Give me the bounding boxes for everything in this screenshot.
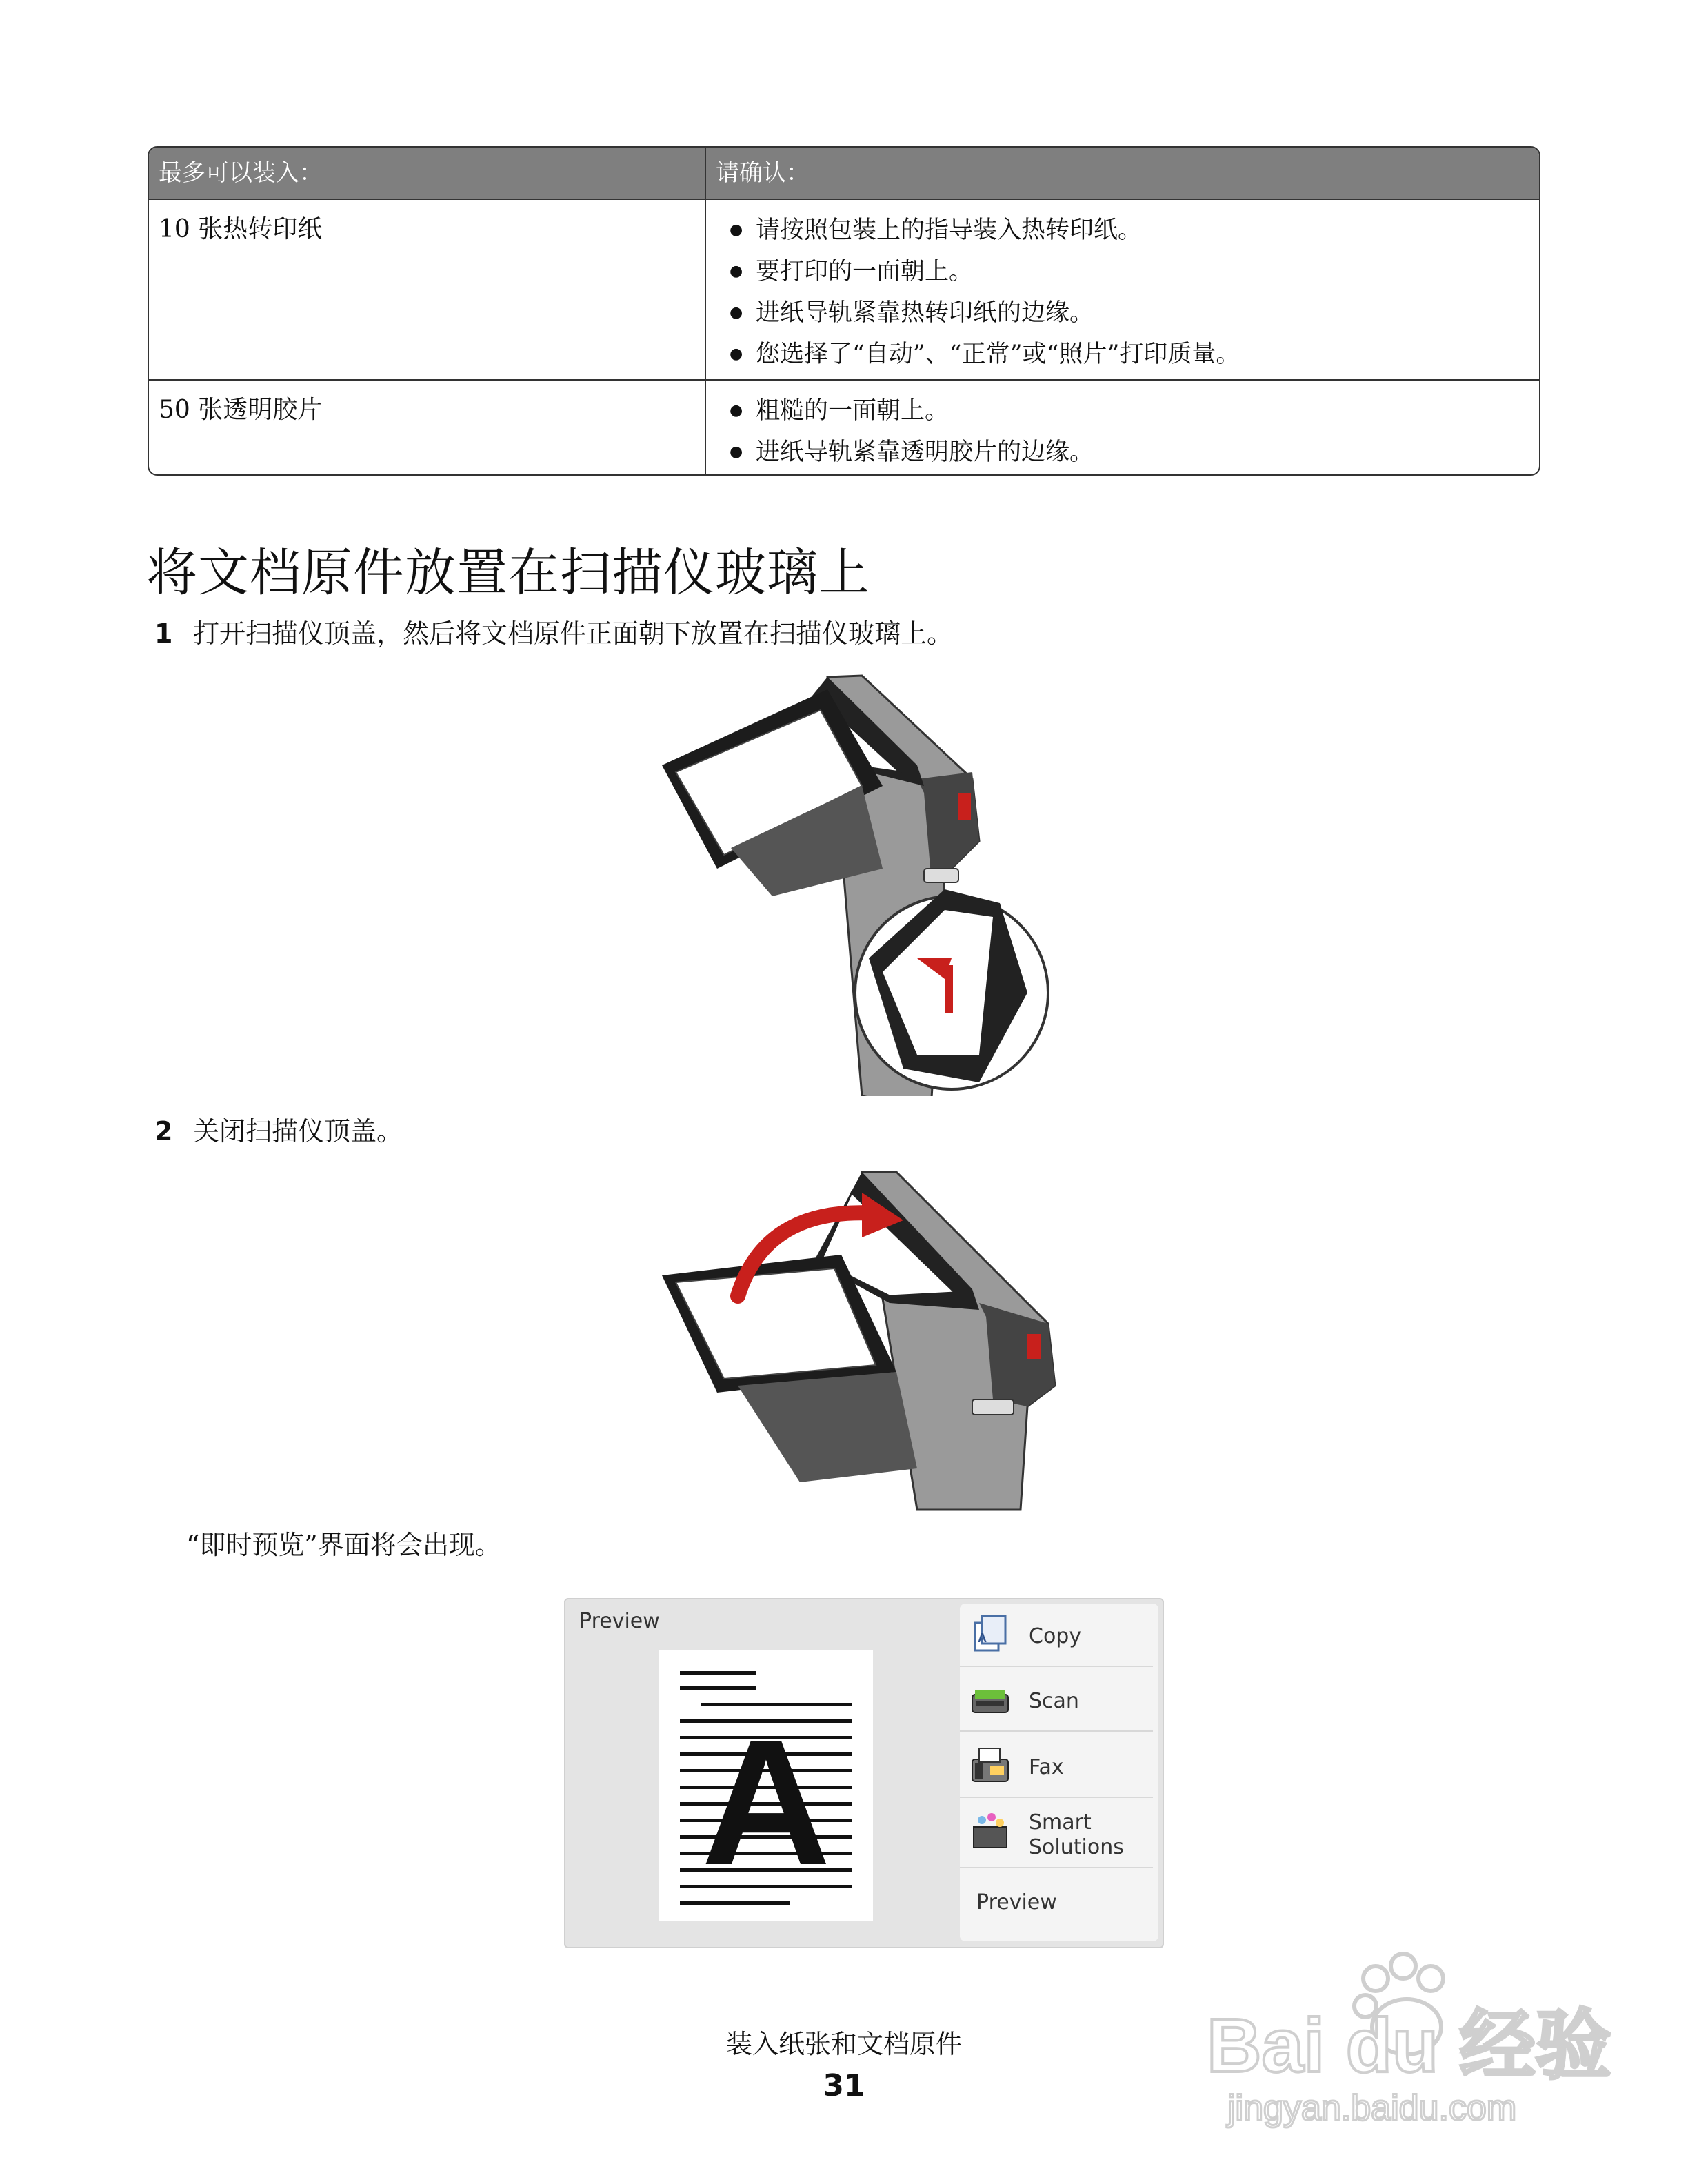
function-menu — [960, 1604, 1158, 1941]
menu-label: Copy — [1029, 1624, 1082, 1648]
preview-document — [659, 1650, 873, 1921]
close-lid-illustration — [655, 1165, 1069, 1517]
step-text: 打开扫描仪顶盖，然后将文档原件正面朝下放置在扫描仪玻璃上。 — [193, 618, 954, 649]
header-capacity: 最多可以装入： — [149, 148, 706, 199]
table-row — [149, 200, 1539, 381]
list-item: ● 请按照包装上的指导装入热转印纸。 — [730, 210, 1539, 251]
menu-item-copy[interactable] — [960, 1604, 1153, 1667]
document-thumbnail — [659, 1650, 873, 1921]
menu-item-smart-solutions[interactable] — [960, 1801, 1153, 1868]
indicator-light — [958, 793, 971, 820]
baidu-watermark — [1200, 1930, 1614, 2137]
list-item: ● 进纸导轨紧靠透明胶片的边缘。 — [730, 432, 1539, 473]
menu-item-scan[interactable] — [960, 1668, 1153, 1732]
document-letter: A — [701, 1703, 831, 1903]
screen-title: Preview — [579, 1609, 660, 1633]
section-title: 将文档原件放置在扫描仪玻璃上 — [146, 543, 870, 603]
list-item: ● 要打印的一面朝上。 — [730, 251, 1539, 292]
menu-label: Fax — [1029, 1755, 1064, 1779]
indicator-light — [1027, 1334, 1041, 1359]
scanner-icon — [969, 1678, 1011, 1719]
watermark-url: jingyan.baidu.com — [1227, 2088, 1517, 2128]
preview-note: “即时预览”界面将会出现。 — [186, 1530, 501, 1560]
menu-label: Preview — [976, 1890, 1057, 1914]
menu-item-preview[interactable] — [960, 1870, 1153, 1932]
copy-icon — [969, 1613, 1011, 1655]
step-1 — [154, 612, 953, 650]
step-2 — [154, 1110, 403, 1148]
step-number: 1 — [154, 618, 173, 649]
check-list — [730, 210, 1539, 375]
smart-solutions-icon — [969, 1810, 1011, 1852]
step-text: 关闭扫描仪顶盖。 — [193, 1116, 403, 1146]
table-row — [149, 381, 1539, 474]
header-confirm: 请确认： — [716, 159, 810, 187]
menu-label: Scan — [1029, 1689, 1079, 1713]
row-item: 10 张热转印纸 — [149, 200, 706, 379]
step-number: 2 — [154, 1116, 173, 1146]
page-number: 31 — [823, 2068, 865, 2103]
list-item: ● 您选择了“自动”、“正常”或“照片”打印质量。 — [730, 334, 1539, 375]
watermark-brand: Bai du 经验 — [1207, 2003, 1611, 2088]
menu-item-fax[interactable] — [960, 1735, 1153, 1798]
open-scanner-illustration — [655, 669, 1069, 1096]
check-list — [730, 390, 1539, 473]
menu-label: Smart Solutions — [1029, 1810, 1124, 1859]
list-item: ● 粗糙的一面朝上。 — [730, 390, 1539, 432]
table-header — [149, 148, 1539, 200]
row-item: 50 张透明胶片 — [149, 381, 706, 474]
svg-text:A: A — [978, 1631, 987, 1645]
chapter-footer: 装入纸张和文档原件 — [725, 2029, 962, 2059]
fax-icon — [969, 1744, 1011, 1786]
media-table — [148, 146, 1540, 476]
preview-screen — [564, 1598, 1164, 1948]
list-item: ● 进纸导轨紧靠热转印纸的边缘。 — [730, 292, 1539, 334]
